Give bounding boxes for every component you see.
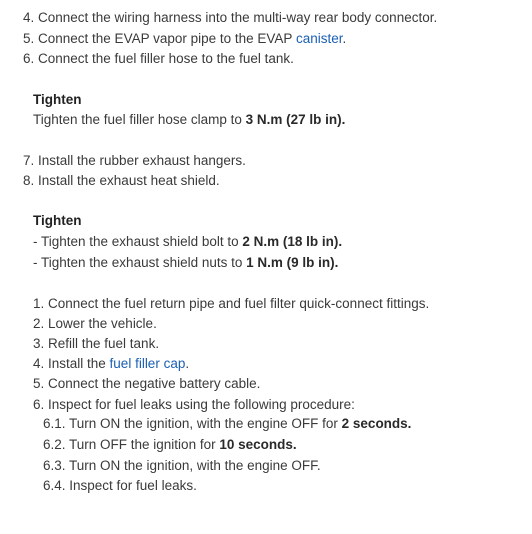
step-6	[23, 49, 294, 69]
substep-6-3-text: 6.3. Turn ON the ignition, with the engine OFF.	[43, 458, 321, 473]
final-step-4	[33, 354, 189, 374]
step-5-text: 5. Connect the EVAP vapor pipe to the EVAP	[23, 31, 296, 46]
final-step-4-tail: .	[185, 356, 190, 371]
final-step-2-text: 2. Lower the vehicle.	[33, 316, 157, 331]
tighten-2-item-bolt	[33, 232, 342, 252]
substep-6-2-duration: 10 seconds.	[219, 437, 297, 452]
substep-6-3	[43, 456, 321, 476]
substep-6-4	[43, 476, 197, 496]
substep-6-2-lead: 6.2. Turn OFF the ignition for	[43, 437, 220, 452]
tighten-1-torque: 3 N.m (27 lb in).	[245, 112, 346, 127]
step-4-text: 4. Connect the wiring harness into the multi-way rear body connector.	[23, 10, 438, 25]
final-step-6-text: 6. Inspect for fuel leaks using the following procedure:	[33, 397, 355, 412]
tighten-1-text	[33, 110, 345, 130]
final-step-4-text: 4. Install the	[33, 356, 110, 371]
final-step-1	[33, 294, 429, 314]
tighten-2-bolt-lead: - Tighten the exhaust shield bolt to	[33, 234, 243, 249]
tighten-2-item-nuts	[33, 253, 338, 273]
substep-6-1-lead: 6.1. Turn ON the ignition, with the engine OFF for	[43, 416, 342, 431]
tighten-heading-2: Tighten	[33, 213, 82, 228]
final-step-1-text: 1. Connect the fuel return pipe and fuel filter quick-connect fittings.	[33, 296, 430, 311]
step-8: 8. Install the exhaust heat shield.	[23, 173, 220, 188]
step-6-text: 6. Connect the fuel filler hose to the fuel tank.	[23, 51, 294, 66]
step-4	[23, 8, 437, 28]
final-step-6	[33, 395, 355, 415]
final-step-2	[33, 314, 157, 334]
substep-6-4-text: 6.4. Inspect for fuel leaks.	[43, 478, 197, 493]
step-7: 7. Install the rubber exhaust hangers.	[23, 153, 246, 168]
final-step-5-text: 5. Connect the negative battery cable.	[33, 376, 261, 391]
fuel-filler-cap-link[interactable]: fuel filler cap	[109, 356, 186, 371]
tighten-heading-1: Tighten	[33, 92, 82, 107]
substep-6-1-duration: 2 seconds.	[341, 416, 412, 431]
tighten-2-nuts-lead: - Tighten the exhaust shield nuts to	[33, 255, 247, 270]
final-step-5	[33, 374, 260, 394]
substep-6-1	[43, 414, 411, 434]
canister-link[interactable]: canister	[295, 31, 343, 46]
step-5	[23, 29, 346, 49]
tighten-2-bolt-torque: 2 N.m (18 lb in).	[242, 234, 343, 249]
tighten-1-lead: Tighten the fuel filler hose clamp to	[33, 112, 246, 127]
final-step-3-text: 3. Refill the fuel tank.	[33, 336, 160, 351]
final-step-3	[33, 334, 159, 354]
substep-6-2	[43, 435, 297, 455]
tighten-2-nuts-torque: 1 N.m (9 lb in).	[246, 255, 339, 270]
step-5-tail: .	[342, 31, 347, 46]
